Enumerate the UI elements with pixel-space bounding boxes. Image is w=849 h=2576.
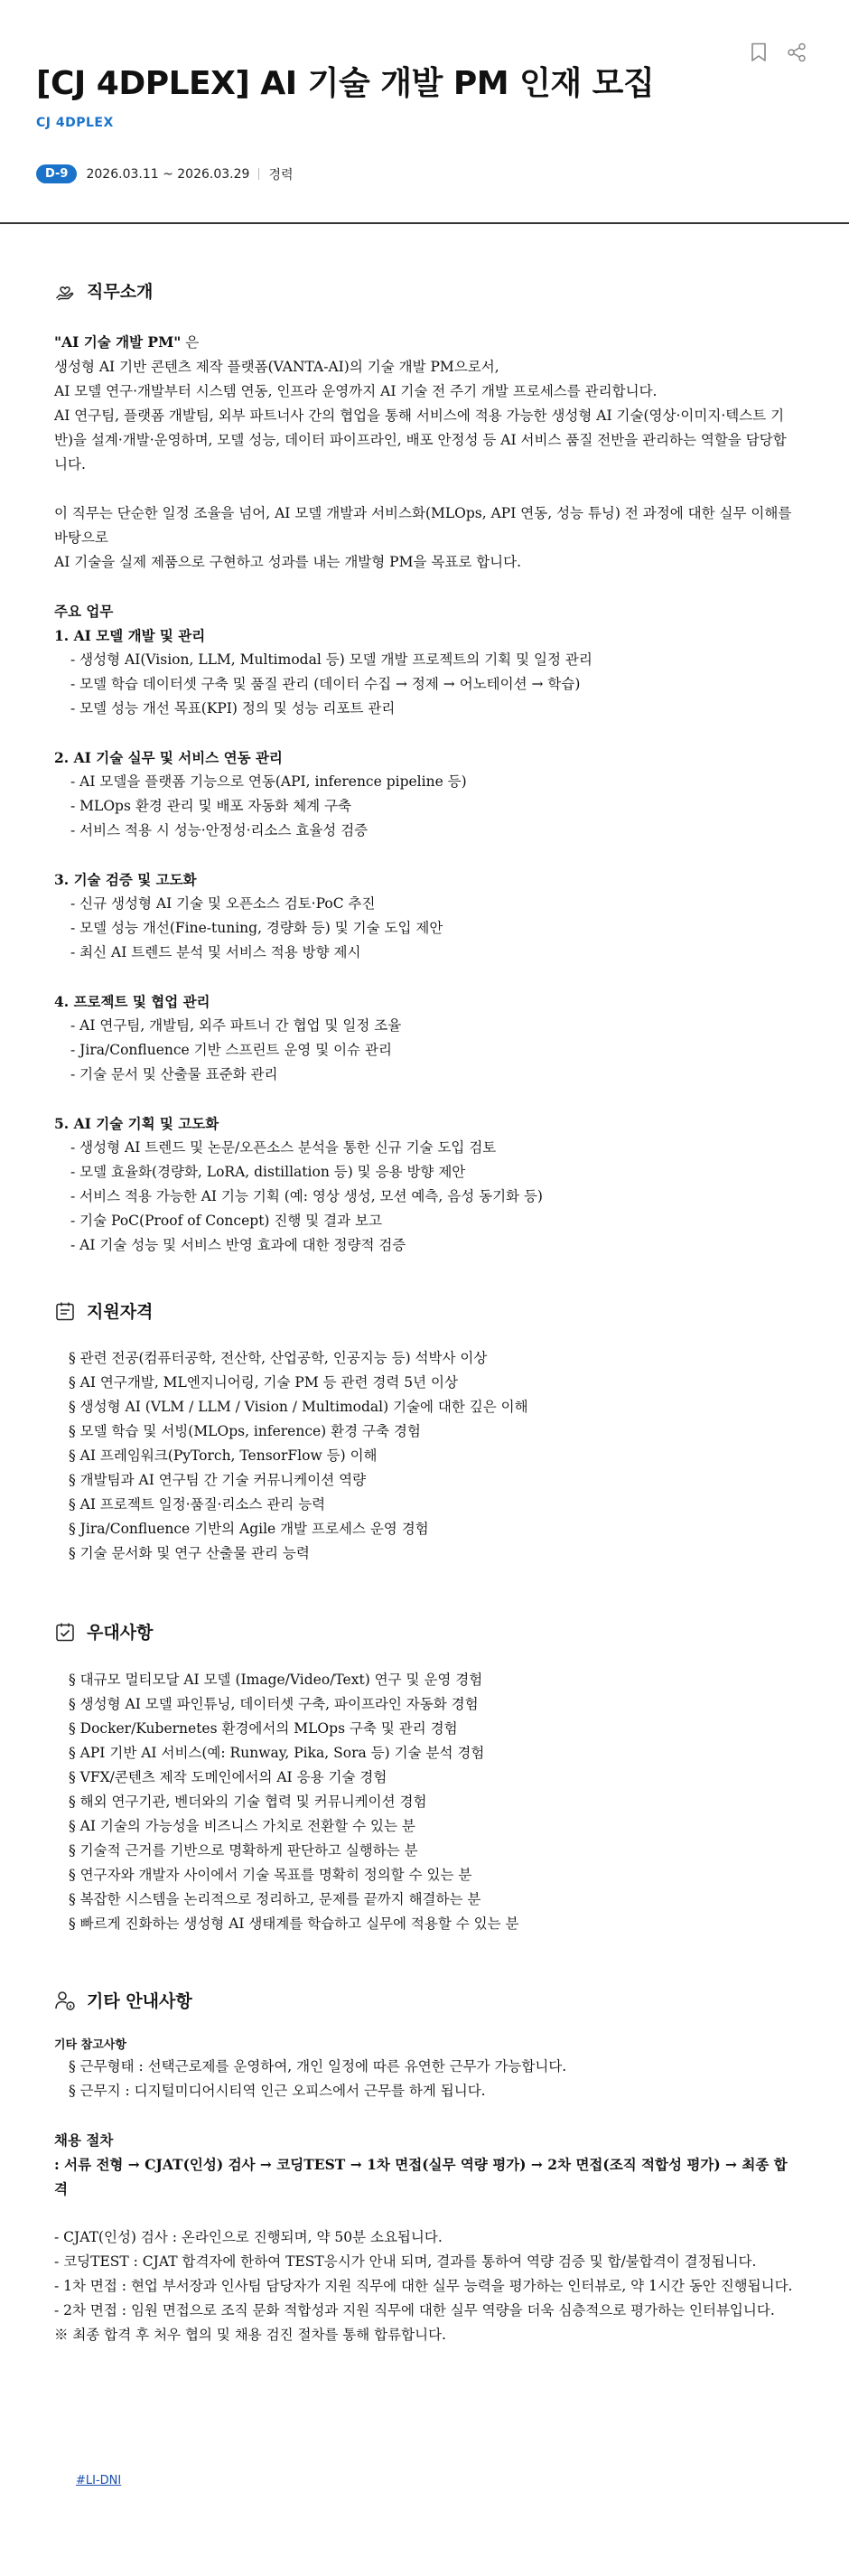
duty-group xyxy=(54,623,795,721)
dday-badge: D-9 xyxy=(36,164,77,183)
duty-group xyxy=(54,989,795,1087)
calendar-list-icon xyxy=(54,1300,76,1322)
list-item: § 생성형 AI 모델 파인튜닝, 데이터셋 구축, 파이프라인 자동화 경험 xyxy=(69,1696,479,1712)
job-meta xyxy=(36,164,294,183)
list-item: § API 기반 AI 서비스(예: Runway, Pika, Sora 등) 기술 분석 경험 xyxy=(69,1745,485,1761)
intro-lead-bold: "AI 기술 개발 PM" xyxy=(54,333,182,351)
list-item: § AI 프로젝트 일정·품질·리소스 관리 능력 xyxy=(69,1496,326,1513)
intro-lead xyxy=(54,330,795,355)
list-item: § 기술적 근거를 기반으로 명확하게 판단하고 실행하는 분 xyxy=(69,1842,418,1859)
duty-item: - 기술 PoC(Proof of Concept) 진행 및 결과 보고 xyxy=(70,1213,382,1229)
section-intro-body xyxy=(54,330,795,1282)
list-item: § AI 프레임워크(PyTorch, TensorFlow 등) 이해 xyxy=(69,1447,378,1464)
duty-group-title: 4. 프로젝트 및 협업 관리 xyxy=(54,993,210,1010)
qualification-list xyxy=(54,1346,795,1566)
etc-ref-heading: 기타 참고사항 xyxy=(54,2038,126,2052)
etc-ref-list xyxy=(54,2055,795,2103)
duty-item: - 신규 생성형 AI 기술 및 오픈소스 검토·PoC 추진 xyxy=(70,895,376,912)
calendar-check-icon xyxy=(54,1621,76,1643)
duty-group-title: 1. AI 모델 개발 및 관리 xyxy=(54,627,206,644)
duty-group xyxy=(54,867,795,965)
duty-item: - 서비스 적용 시 성능·안정성·리소스 효율성 검증 xyxy=(70,822,369,838)
process-heading: 채용 절차 xyxy=(54,2131,114,2149)
section-qualification-header xyxy=(54,1298,153,1323)
section-intro-title: 직무소개 xyxy=(87,282,154,302)
list-item: § 근무형태 : 선택근로제를 운영하여, 개인 일정에 따른 유연한 근무가 가능합니다. xyxy=(69,2058,567,2075)
process-flow: : 서류 전형 → CJAT(인성) 검사 → 코딩TEST → 1차 면접(실무 역량 평가) → 2차 면접(조직 적합성 평가) → 최종 합격 xyxy=(54,2156,788,2197)
share-icon[interactable] xyxy=(786,42,807,63)
duty-item: - 모델 성능 개선(Fine-tuning, 경량화 등) 및 기술 도입 제안 xyxy=(70,920,443,936)
duty-item: - 모델 효율화(경량화, LoRA, distillation 등) 및 응용 방향 제안 xyxy=(70,1164,466,1180)
bookmark-icon[interactable] xyxy=(748,42,770,63)
list-item: § 개발팀과 AI 연구팀 간 기술 커뮤니케이션 역량 xyxy=(69,1472,367,1488)
list-item: § 생성형 AI (VLM / LLM / Vision / Multimodal) 기술에 대한 깊은 이해 xyxy=(69,1399,528,1415)
list-item: § 관련 전공(컴퓨터공학, 전산학, 산업공학, 인공지능 등) 석박사 이상 xyxy=(69,1350,488,1366)
section-etc-body xyxy=(54,2037,795,2347)
section-preferred-title: 우대사항 xyxy=(87,1623,154,1643)
duty-item: - 최신 AI 트렌드 분석 및 서비스 적용 방향 제시 xyxy=(70,944,361,960)
person-info-icon xyxy=(54,1990,76,2011)
meta-divider xyxy=(258,168,259,180)
duty-item: - 생성형 AI(Vision, LLM, Multimodal 등) 모델 개발 프로젝트의 기획 및 일정 관리 xyxy=(70,651,592,668)
duties-heading: 주요 업무 xyxy=(54,603,114,620)
section-qualification-body xyxy=(54,1346,795,1566)
duty-item: - AI 모델을 플랫폼 기능으로 연동(API, inference pipeline 등) xyxy=(70,773,467,790)
section-preferred-body xyxy=(54,1668,795,1936)
process-details: - CJAT(인성) 검사 : 온라인으로 진행되며, 약 50분 소요됩니다. - 코딩TEST : CJAT 합격자에 한하여 TEST응시가 안내 되며, 결과를 통하여 역량 검증 및 합/불합격이 결정됩니다. - 1차 면접 : 현업 부서장과 인사팀 담당자가 지원 직무에 대한 실무 능력을 평가하는 인터뷰로, 약 1시간 동안 진행됩니다. - 2차 면접 : 임원 면접으로 조직 문화 적합성과 지원 직무에 대한 실무 역량을 더욱 심층적으로 평가하는 인터뷰입니다. ※ 최종 합격 후 처우 협의 및 채용 검진 절차를 통해 합류합니다. xyxy=(54,2229,793,2343)
section-intro-header xyxy=(54,278,153,303)
list-item: § Jira/Confluence 기반의 Agile 개발 프로세스 운영 경험 xyxy=(69,1521,429,1537)
intro-paragraph-1: 생성형 AI 기반 콘텐츠 제작 플랫폼(VANTA-AI)의 기술 개발 PM으로서, AI 모델 연구·개발부터 시스템 연동, 인프라 운영까지 AI 기술 전 주기 개발 프로세스를 관리합니다. AI 연구팀, 플랫폼 개발팀, 외부 파트너사 간의 협업을 통해 서비스에 적용 가능한 생성형 AI 기술(영상·이미지·텍스트 기반)을 설계·개발·운영하며, 모델 성능, 데이터 파이프라인, 배포 안정성 등 AI 서비스 품질 전반을 관리하는 역할을 담당합니다. xyxy=(54,359,787,473)
list-item: § 복잡한 시스템을 논리적으로 정리하고, 문제를 끝까지 해결하는 분 xyxy=(69,1891,481,1907)
career-type: 경력 xyxy=(268,167,294,183)
list-item: § Docker/Kubernetes 환경에서의 MLOps 구축 및 관리 경험 xyxy=(69,1720,458,1737)
list-item: § 연구자와 개발자 사이에서 기술 목표를 명확히 정의할 수 있는 분 xyxy=(69,1867,472,1883)
duty-item: - Jira/Confluence 기반 스프린트 운영 및 이슈 관리 xyxy=(70,1042,392,1058)
section-etc-header xyxy=(54,1988,192,2012)
duty-group xyxy=(54,1111,795,1258)
preferred-list xyxy=(54,1668,795,1936)
duty-item: - 서비스 적용 가능한 AI 기능 기획 (예: 영상 생성, 모션 예측, 음성 동기화 등) xyxy=(70,1188,543,1204)
duty-item: - 모델 학습 데이터셋 구축 및 품질 관리 (데이터 수집 → 정제 → 어노테이션 → 학습) xyxy=(70,676,581,692)
list-item: § 모델 학습 및 서빙(MLOps, inference) 환경 구축 경험 xyxy=(69,1423,421,1439)
intro-lead-rest: 은 xyxy=(181,334,200,351)
duty-item: - 생성형 AI 트렌드 및 논문/오픈소스 분석을 통한 신규 기술 도입 검토 xyxy=(70,1139,497,1156)
page-title: [CJ 4DPLEX] AI 기술 개발 PM 인재 모집 xyxy=(36,65,655,102)
duty-item: - 기술 문서 및 산출물 표준화 관리 xyxy=(70,1066,278,1082)
header-actions xyxy=(748,42,807,63)
duty-item: - AI 기술 성능 및 서비스 반영 효과에 대한 정량적 검증 xyxy=(70,1237,406,1253)
list-item: § AI 연구개발, ML엔지니어링, 기술 PM 등 관련 경력 5년 이상 xyxy=(69,1374,459,1391)
duties-list xyxy=(54,623,795,1258)
duty-item: - MLOps 환경 관리 및 배포 자동화 체계 구축 xyxy=(70,798,352,814)
job-header xyxy=(0,0,849,224)
hand-heart-icon xyxy=(54,280,76,302)
duty-group xyxy=(54,745,795,843)
duty-group-title: 3. 기술 검증 및 고도화 xyxy=(54,871,197,888)
section-qualification-title: 지원자격 xyxy=(87,1302,154,1322)
list-item: § 대규모 멀티모달 AI 모델 (Image/Video/Text) 연구 및 운영 경험 xyxy=(69,1672,483,1688)
list-item: § 기술 문서화 및 연구 산출물 관리 능력 xyxy=(69,1545,310,1561)
list-item: § VFX/콘텐츠 제작 도메인에서의 AI 응용 기술 경험 xyxy=(69,1769,387,1785)
list-item: § 해외 연구기관, 벤더와의 기술 협력 및 커뮤니케이션 경험 xyxy=(69,1794,427,1810)
duty-item: - AI 연구팀, 개발팀, 외주 파트너 간 협업 및 일정 조율 xyxy=(70,1017,402,1034)
list-item: § 빠르게 진화하는 생성형 AI 생태계를 학습하고 실무에 적용할 수 있는 분 xyxy=(69,1916,519,1932)
section-etc-title: 기타 안내사항 xyxy=(87,1991,192,2011)
company-name: CJ 4DPLEX xyxy=(36,116,114,130)
hashtag-link[interactable]: #LI-DNI xyxy=(76,2474,122,2487)
list-item: § 근무지 : 디지털미디어시티역 인근 오피스에서 근무를 하게 됩니다. xyxy=(69,2083,486,2099)
section-preferred-header xyxy=(54,1619,153,1644)
duty-group-title: 5. AI 기술 기획 및 고도화 xyxy=(54,1115,219,1132)
intro-paragraph-2: 이 직무는 단순한 일정 조율을 넘어, AI 모델 개발과 서비스화(MLOps, API 연동, 성능 튜닝) 전 과정에 대한 실무 이해를 바탕으로 AI 기술을 실제 제품으로 구현하고 성과를 내는 개발형 PM을 목표로 합니다. xyxy=(54,505,792,570)
duty-item: - 모델 성능 개선 목표(KPI) 정의 및 성능 리포트 관리 xyxy=(70,700,396,717)
list-item: § AI 기술의 가능성을 비즈니스 가치로 전환할 수 있는 분 xyxy=(69,1818,415,1834)
duty-group-title: 2. AI 기술 실무 및 서비스 연동 관리 xyxy=(54,749,283,766)
application-period: 2026.03.11 ~ 2026.03.29 xyxy=(86,166,250,182)
